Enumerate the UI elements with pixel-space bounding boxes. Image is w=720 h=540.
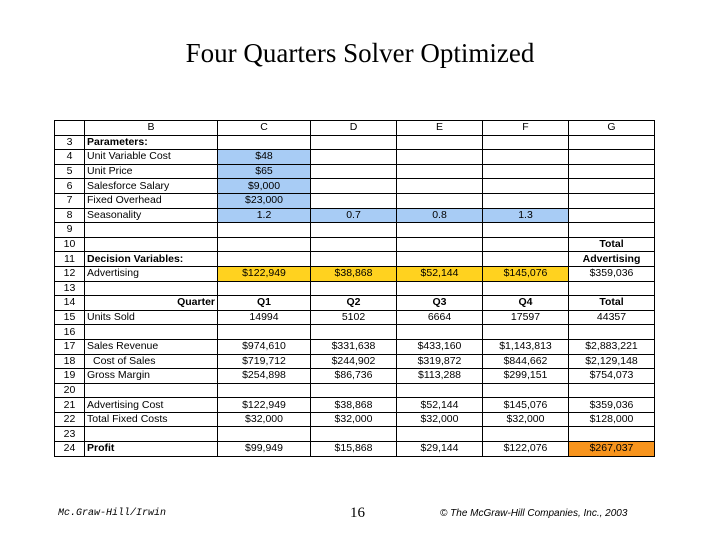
cell-cost-of-sales-q2[interactable]: $244,902 bbox=[311, 354, 397, 369]
table-row bbox=[55, 412, 655, 427]
row-number[interactable]: 3 bbox=[55, 135, 85, 150]
label-units-sold[interactable]: Units Sold bbox=[85, 310, 218, 325]
cell-advertising-cost-q3[interactable]: $52,144 bbox=[397, 398, 483, 413]
cell-profit-q2[interactable]: $15,868 bbox=[311, 442, 397, 457]
cell[interactable] bbox=[311, 223, 397, 238]
row-number[interactable]: 21 bbox=[55, 398, 85, 413]
label-cost-of-sales[interactable]: Cost of Sales bbox=[85, 354, 218, 369]
table-row bbox=[55, 150, 655, 165]
row-number[interactable]: 13 bbox=[55, 281, 85, 296]
label-sales-revenue[interactable]: Sales Revenue bbox=[85, 339, 218, 354]
row-number[interactable]: 14 bbox=[55, 296, 85, 311]
column-header-d[interactable]: D bbox=[311, 121, 397, 136]
cell[interactable] bbox=[85, 223, 218, 238]
table-row bbox=[55, 193, 655, 208]
cell[interactable] bbox=[85, 383, 218, 398]
cell-advertising-total[interactable]: $359,036 bbox=[569, 266, 655, 281]
cell[interactable] bbox=[569, 383, 655, 398]
cell-fixed-overhead[interactable]: $23,000 bbox=[218, 193, 311, 208]
cell[interactable] bbox=[397, 223, 483, 238]
cell-sales-revenue-q3[interactable]: $433,160 bbox=[397, 339, 483, 354]
table-row bbox=[55, 383, 655, 398]
column-header-row bbox=[55, 121, 655, 136]
row-number[interactable]: 11 bbox=[55, 252, 85, 267]
cell-seasonality-q2[interactable]: 0.7 bbox=[311, 208, 397, 223]
cell[interactable] bbox=[483, 135, 569, 150]
cell[interactable] bbox=[218, 237, 311, 252]
label-profit[interactable]: Profit bbox=[85, 442, 218, 457]
table-row bbox=[55, 179, 655, 194]
label-total-fixed-costs[interactable]: Total Fixed Costs bbox=[85, 412, 218, 427]
row-number[interactable]: 4 bbox=[55, 150, 85, 165]
cell-units-sold-q3[interactable]: 6664 bbox=[397, 310, 483, 325]
header-quarter-total[interactable]: Total bbox=[569, 296, 655, 311]
cell[interactable] bbox=[483, 223, 569, 238]
column-header-c[interactable]: C bbox=[218, 121, 311, 136]
header-q4[interactable]: Q4 bbox=[483, 296, 569, 311]
cell-seasonality-q4[interactable]: 1.3 bbox=[483, 208, 569, 223]
cell[interactable] bbox=[311, 150, 397, 165]
cell-sales-revenue-q1[interactable]: $974,610 bbox=[218, 339, 311, 354]
cell[interactable] bbox=[483, 179, 569, 194]
table-row bbox=[55, 339, 655, 354]
footer-page-number: 16 bbox=[350, 505, 365, 521]
cell-fixed-costs-total[interactable]: $128,000 bbox=[569, 412, 655, 427]
table-row bbox=[55, 325, 655, 340]
cell[interactable] bbox=[311, 252, 397, 267]
cell-advertising-q1[interactable]: $122,949 bbox=[218, 266, 311, 281]
label-advertising-cost[interactable]: Advertising Cost bbox=[85, 398, 218, 413]
column-header-g[interactable]: G bbox=[569, 121, 655, 136]
cell-seasonality-q3[interactable]: 0.8 bbox=[397, 208, 483, 223]
cell-advertising-q2[interactable]: $38,868 bbox=[311, 266, 397, 281]
header-q2[interactable]: Q2 bbox=[311, 296, 397, 311]
cell[interactable] bbox=[483, 252, 569, 267]
cell-advertising-cost-total[interactable]: $359,036 bbox=[569, 398, 655, 413]
cell-sales-revenue-total[interactable]: $2,883,221 bbox=[569, 339, 655, 354]
cell-gross-margin-q1[interactable]: $254,898 bbox=[218, 369, 311, 384]
table-row bbox=[55, 281, 655, 296]
header-advertising[interactable]: Advertising bbox=[569, 252, 655, 267]
cell[interactable] bbox=[311, 383, 397, 398]
table-row bbox=[55, 252, 655, 267]
cell-gross-margin-q3[interactable]: $113,288 bbox=[397, 369, 483, 384]
cell[interactable] bbox=[569, 223, 655, 238]
header-q1[interactable]: Q1 bbox=[218, 296, 311, 311]
label-fixed-overhead[interactable]: Fixed Overhead bbox=[85, 193, 218, 208]
cell[interactable] bbox=[483, 427, 569, 442]
cell[interactable] bbox=[397, 427, 483, 442]
header-total[interactable]: Total bbox=[569, 237, 655, 252]
cell[interactable] bbox=[85, 427, 218, 442]
cell-units-sold-q4[interactable]: 17597 bbox=[483, 310, 569, 325]
cell[interactable] bbox=[311, 325, 397, 340]
cell-advertising-cost-q1[interactable]: $122,949 bbox=[218, 398, 311, 413]
cell[interactable] bbox=[311, 281, 397, 296]
table-row bbox=[55, 223, 655, 238]
cell[interactable] bbox=[569, 325, 655, 340]
cell[interactable] bbox=[483, 237, 569, 252]
cell-advertising-q4[interactable]: $145,076 bbox=[483, 266, 569, 281]
cell[interactable] bbox=[218, 427, 311, 442]
cell-fixed-costs-q3[interactable]: $32,000 bbox=[397, 412, 483, 427]
cell-units-sold-q1[interactable]: 14994 bbox=[218, 310, 311, 325]
cell[interactable] bbox=[397, 252, 483, 267]
cell[interactable] bbox=[569, 208, 655, 223]
cell[interactable] bbox=[483, 325, 569, 340]
cell[interactable] bbox=[397, 383, 483, 398]
cell[interactable] bbox=[218, 223, 311, 238]
cell[interactable] bbox=[397, 237, 483, 252]
cell[interactable] bbox=[397, 281, 483, 296]
row-number[interactable]: 24 bbox=[55, 442, 85, 457]
cell[interactable] bbox=[218, 135, 311, 150]
row-number[interactable]: 22 bbox=[55, 412, 85, 427]
footer-publisher: Mc.Graw-Hill/Irwin bbox=[58, 508, 167, 519]
row-number[interactable]: 18 bbox=[55, 354, 85, 369]
cell[interactable] bbox=[569, 281, 655, 296]
table-row bbox=[55, 442, 655, 457]
label-unit-variable-cost[interactable]: Unit Variable Cost bbox=[85, 150, 218, 165]
cell-cost-of-sales-q1[interactable]: $719,712 bbox=[218, 354, 311, 369]
table-row bbox=[55, 427, 655, 442]
cell-advertising-cost-q2[interactable]: $38,868 bbox=[311, 398, 397, 413]
spreadsheet-table bbox=[54, 120, 655, 457]
cell[interactable] bbox=[218, 325, 311, 340]
column-header-b[interactable]: B bbox=[85, 121, 218, 136]
row-number[interactable]: 10 bbox=[55, 237, 85, 252]
table-row bbox=[55, 266, 655, 281]
row-number[interactable]: 9 bbox=[55, 223, 85, 238]
table-row bbox=[55, 369, 655, 384]
cell[interactable] bbox=[311, 179, 397, 194]
cell[interactable] bbox=[311, 135, 397, 150]
cell[interactable] bbox=[85, 325, 218, 340]
label-advertising[interactable]: Advertising bbox=[85, 266, 218, 281]
cell-fixed-costs-q2[interactable]: $32,000 bbox=[311, 412, 397, 427]
table-row bbox=[55, 310, 655, 325]
label-quarter[interactable]: Quarter bbox=[85, 296, 218, 311]
label-decision-variables[interactable]: Decision Variables: bbox=[85, 252, 218, 267]
cell[interactable] bbox=[397, 325, 483, 340]
corner-cell[interactable] bbox=[55, 121, 85, 136]
cell[interactable] bbox=[569, 427, 655, 442]
cell[interactable] bbox=[483, 193, 569, 208]
table-row bbox=[55, 135, 655, 150]
cell-unit-variable-cost[interactable]: $48 bbox=[218, 150, 311, 165]
cell-profit-q3[interactable]: $29,144 bbox=[397, 442, 483, 457]
cell-fixed-costs-q1[interactable]: $32,000 bbox=[218, 412, 311, 427]
cell[interactable] bbox=[311, 193, 397, 208]
table-row bbox=[55, 208, 655, 223]
cell[interactable] bbox=[569, 193, 655, 208]
label-salesforce-salary[interactable]: Salesforce Salary bbox=[85, 179, 218, 194]
row-number[interactable]: 15 bbox=[55, 310, 85, 325]
cell[interactable] bbox=[397, 135, 483, 150]
row-number[interactable]: 12 bbox=[55, 266, 85, 281]
cell[interactable] bbox=[397, 150, 483, 165]
cell[interactable] bbox=[85, 281, 218, 296]
cell[interactable] bbox=[483, 383, 569, 398]
cell[interactable] bbox=[569, 135, 655, 150]
cell-units-sold-q2[interactable]: 5102 bbox=[311, 310, 397, 325]
cell-profit-q1[interactable]: $99,949 bbox=[218, 442, 311, 457]
cell[interactable] bbox=[397, 193, 483, 208]
row-number[interactable]: 20 bbox=[55, 383, 85, 398]
cell-fixed-costs-q4[interactable]: $32,000 bbox=[483, 412, 569, 427]
label-seasonality[interactable]: Seasonality bbox=[85, 208, 218, 223]
table-row bbox=[55, 164, 655, 179]
row-number[interactable]: 6 bbox=[55, 179, 85, 194]
slide-title: Four Quarters Solver Optimized bbox=[185, 38, 535, 68]
cell-units-sold-total[interactable]: 44357 bbox=[569, 310, 655, 325]
cell[interactable] bbox=[218, 281, 311, 296]
row-number[interactable]: 5 bbox=[55, 164, 85, 179]
cell[interactable] bbox=[483, 281, 569, 296]
row-number[interactable]: 8 bbox=[55, 208, 85, 223]
cell[interactable] bbox=[483, 150, 569, 165]
cell-gross-margin-q4[interactable]: $299,151 bbox=[483, 369, 569, 384]
row-number[interactable]: 17 bbox=[55, 339, 85, 354]
cell-gross-margin-q2[interactable]: $86,736 bbox=[311, 369, 397, 384]
row-number[interactable]: 19 bbox=[55, 369, 85, 384]
cell-sales-revenue-q2[interactable]: $331,638 bbox=[311, 339, 397, 354]
cell-profit-q4[interactable]: $122,076 bbox=[483, 442, 569, 457]
table-row bbox=[55, 354, 655, 369]
cell[interactable] bbox=[569, 150, 655, 165]
header-q3[interactable]: Q3 bbox=[397, 296, 483, 311]
cell[interactable] bbox=[569, 164, 655, 179]
cell-sales-revenue-q4[interactable]: $1,143,813 bbox=[483, 339, 569, 354]
cell[interactable] bbox=[85, 237, 218, 252]
row-number[interactable]: 16 bbox=[55, 325, 85, 340]
table-row bbox=[55, 237, 655, 252]
table-row bbox=[55, 296, 655, 311]
cell-advertising-cost-q4[interactable]: $145,076 bbox=[483, 398, 569, 413]
column-header-f[interactable]: F bbox=[483, 121, 569, 136]
spreadsheet bbox=[54, 120, 655, 457]
cell-profit-total[interactable]: $267,037 bbox=[569, 442, 655, 457]
table-row bbox=[55, 398, 655, 413]
cell[interactable] bbox=[397, 164, 483, 179]
cell[interactable] bbox=[218, 383, 311, 398]
cell[interactable] bbox=[311, 237, 397, 252]
cell[interactable] bbox=[397, 179, 483, 194]
cell-gross-margin-total[interactable]: $754,073 bbox=[569, 369, 655, 384]
row-number[interactable]: 7 bbox=[55, 193, 85, 208]
cell[interactable] bbox=[483, 164, 569, 179]
cell[interactable] bbox=[569, 179, 655, 194]
cell[interactable] bbox=[311, 164, 397, 179]
cell-cost-of-sales-q3[interactable]: $319,872 bbox=[397, 354, 483, 369]
label-gross-margin[interactable]: Gross Margin bbox=[85, 369, 218, 384]
cell-unit-price[interactable]: $65 bbox=[218, 164, 311, 179]
cell-salesforce-salary[interactable]: $9,000 bbox=[218, 179, 311, 194]
footer-copyright: © The McGraw-Hill Companies, Inc., 2003 bbox=[440, 508, 628, 519]
column-header-e[interactable]: E bbox=[397, 121, 483, 136]
cell[interactable] bbox=[218, 252, 311, 267]
row-number[interactable]: 23 bbox=[55, 427, 85, 442]
cell-advertising-q3[interactable]: $52,144 bbox=[397, 266, 483, 281]
cell[interactable] bbox=[311, 427, 397, 442]
label-unit-price[interactable]: Unit Price bbox=[85, 164, 218, 179]
cell-seasonality-q1[interactable]: 1.2 bbox=[218, 208, 311, 223]
cell-cost-of-sales-q4[interactable]: $844,662 bbox=[483, 354, 569, 369]
cell-cost-of-sales-total[interactable]: $2,129,148 bbox=[569, 354, 655, 369]
label-parameters[interactable]: Parameters: bbox=[85, 135, 218, 150]
